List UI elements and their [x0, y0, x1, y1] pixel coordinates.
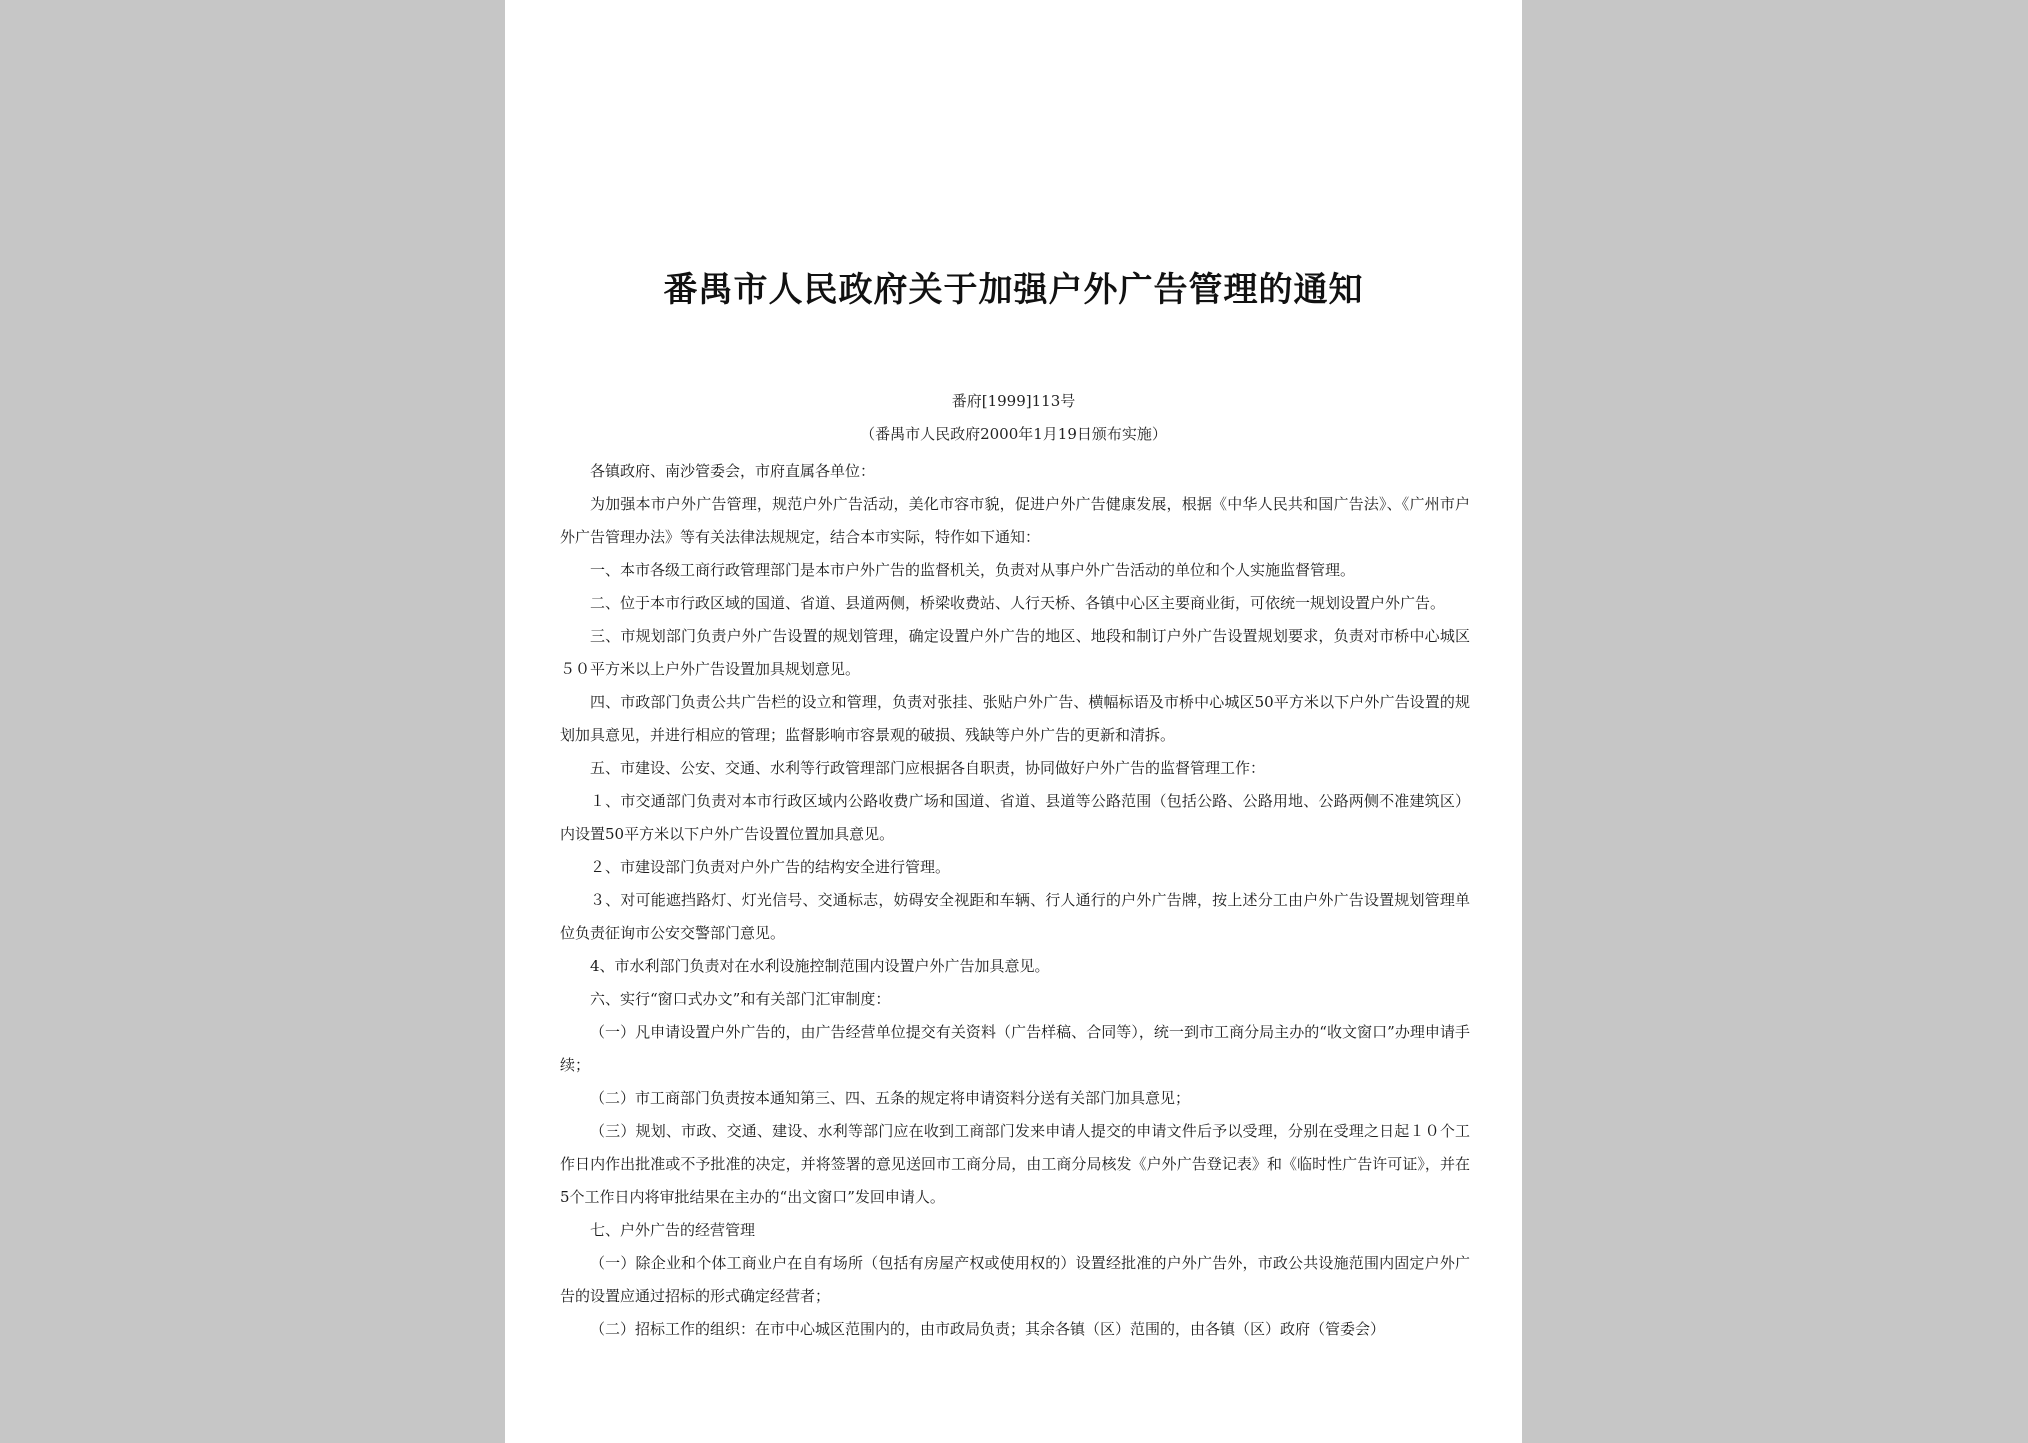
- paragraph-item-5-1: １、市交通部门负责对本市行政区域内公路收费广场和国道、省道、县道等公路范围（包括公路、公路用地、公路两侧不准建筑区）内设置50平方米以下户外广告设置位置加具意见。: [560, 792, 1470, 843]
- issue-note: （番禺市人民政府2000年1月19日颁布实施）: [860, 425, 1167, 443]
- document-number: 番府[1999]113号: [951, 392, 1076, 410]
- paragraph-item-2: 二、位于本市行政区域的国道、省道、县道两侧，桥梁收费站、人行天桥、各镇中心区主要商业街，可依统一规划设置户外广告。: [590, 594, 1446, 612]
- document-page: [505, 0, 1522, 1443]
- paragraph-item-5-4: 4、市水利部门负责对在水利设施控制范围内设置户外广告加具意见。: [590, 957, 1050, 975]
- paragraph-addressee: 各镇政府、南沙管委会，市府直属各单位：: [590, 462, 876, 480]
- document-body: [560, 455, 1470, 1346]
- paragraph-item-6-1: （一）凡申请设置户外广告的，由广告经营单位提交有关资料（广告样稿、合同等），统一到市工商分局主办的“收文窗口”办理申请手续；: [560, 1023, 1470, 1074]
- document-title: 番禺市人民政府关于加强户外广告管理的通知: [663, 270, 1364, 310]
- paragraph-item-6-3: （三）规划、市政、交通、建设、水利等部门应在收到工商部门发来申请人提交的申请文件后予以受理，分别在受理之日起１０个工作日内作出批准或不予批准的决定，并将签署的意见送回市工商分局，由工商分局核发《户外广告登记表》和《临时性广告许可证》，并在5个工作日内将审批结果在主办的“出文窗口”发回申请人。: [560, 1122, 1470, 1206]
- paragraph-item-4: 四、市政部门负责公共广告栏的设立和管理，负责对张挂、张贴户外广告、横幅标语及市桥中心城区50平方米以下户外广告设置的规划加具意见，并进行相应的管理；监督影响市容景观的破损、残缺等户外广告的更新和清拆。: [560, 693, 1470, 744]
- paragraph-item-7: 七、户外广告的经营管理: [590, 1221, 756, 1239]
- paragraph-item-7-1: （一）除企业和个体工商业户在自有场所（包括有房屋产权或使用权的）设置经批准的户外广告外，市政公共设施范围内固定户外广告的设置应通过招标的形式确定经营者；: [560, 1254, 1470, 1305]
- paragraph-item-5-3: ３、对可能遮挡路灯、灯光信号、交通标志，妨碍安全视距和车辆、行人通行的户外广告牌，按上述分工由户外广告设置规划管理单位负责征询市公安交警部门意见。: [560, 891, 1470, 942]
- paragraph-preamble: 为加强本市户外广告管理，规范户外广告活动，美化市容市貌，促进户外广告健康发展，根据《中华人民共和国广告法》、《广州市户外广告管理办法》等有关法律法规规定，结合本市实际，特作如下通知：: [560, 495, 1470, 546]
- paragraph-item-7-2: （二）招标工作的组织：在市中心城区范围内的，由市政局负责；其余各镇（区）范围的，由各镇（区）政府（管委会）: [590, 1320, 1386, 1338]
- paragraph-item-6: 六、实行“窗口式办文”和有关部门汇审制度：: [590, 990, 891, 1008]
- paragraph-item-3: 三、市规划部门负责户外广告设置的规划管理，确定设置户外广告的地区、地段和制订户外广告设置规划要求，负责对市桥中心城区５０平方米以上户外广告设置加具规划意见。: [560, 627, 1470, 678]
- paragraph-item-5: 五、市建设、公安、交通、水利等行政管理部门应根据各自职责，协同做好户外广告的监督管理工作：: [590, 759, 1266, 777]
- paragraph-item-6-2: （二）市工商部门负责按本通知第三、四、五条的规定将申请资料分送有关部门加具意见；: [590, 1089, 1191, 1107]
- paragraph-item-1: 一、本市各级工商行政管理部门是本市户外广告的监督机关，负责对从事户外广告活动的单位和个人实施监督管理。: [590, 561, 1356, 579]
- paragraph-item-5-2: ２、市建设部门负责对户外广告的结构安全进行管理。: [590, 858, 951, 876]
